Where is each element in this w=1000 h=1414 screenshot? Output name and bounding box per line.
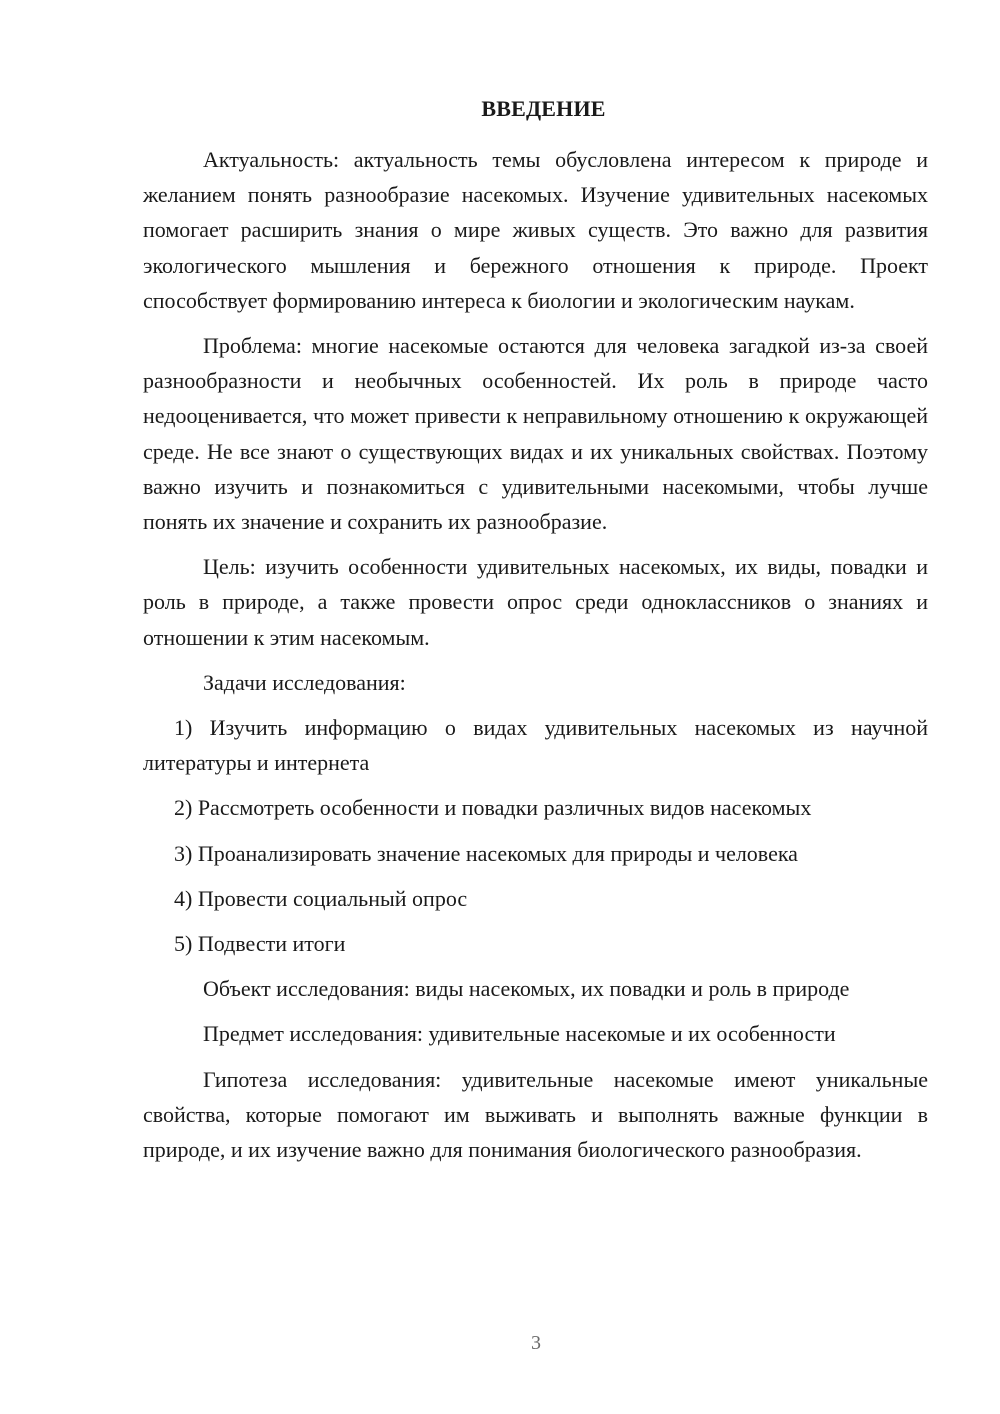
hypothesis-paragraph: Гипотеза исследования: удивительные насекомые имеют уникальные свойства, которые помогают им выживать и выполнять важные функции в природе, и их изучение важно для понимания биологического разнообразия. [143, 1066, 928, 1163]
relevance-paragraph: Актуальность: актуальность темы обусловлена интересом к природе и желанием понять разнообразие насекомых. Изучение удивительных насекомых помогает расширить знания о мире живых существ. Это важно для развития экологического мышления и бережного отношения к природе. Проект способствует формированию интереса к биологии и экологическим наукам. [143, 147, 928, 313]
object-paragraph: Объект исследования: виды насекомых, их повадки и роль в природе [203, 976, 850, 1002]
subject-paragraph: Предмет исследования: удивительные насекомые и их особенности [203, 1021, 836, 1047]
task-item: 3) Проанализировать значение насекомых для природы и человека [174, 840, 798, 866]
tasks-heading: Задачи исследования: [203, 669, 406, 695]
task-item: 1) Изучить информацию о видах удивительных насекомых из научной литературы и интернета [143, 715, 928, 776]
page-number: 3 [531, 1332, 541, 1354]
tasks-list [143, 710, 928, 961]
problem-paragraph: Проблема: многие насекомые остаются для человека загадкой из-за своей разнообразности и необычных особенностей. Их роль в природе часто недооценивается, что может привести к неправильному отношению к окружающей среде. Не все знают о существующих видах и их уникальных свойствах. Поэтому важно изучить и познакомиться с удивительными насекомыми, чтобы лучше понять их значение и сохранить их разнообразие. [143, 333, 928, 535]
task-item: 2) Рассмотреть особенности и повадки различных видов насекомых [174, 795, 812, 821]
document-page [143, 94, 928, 1177]
task-item: 4) Провести социальный опрос [174, 885, 468, 911]
goal-paragraph: Цель: изучить особенности удивительных насекомых, их виды, повадки и роль в природе, а также провести опрос среди одноклассников о знаниях и отношении к этим насекомым. [143, 554, 928, 650]
section-heading: ВВЕДЕНИЕ [481, 96, 606, 121]
task-item: 5) Подвести итоги [174, 931, 346, 957]
